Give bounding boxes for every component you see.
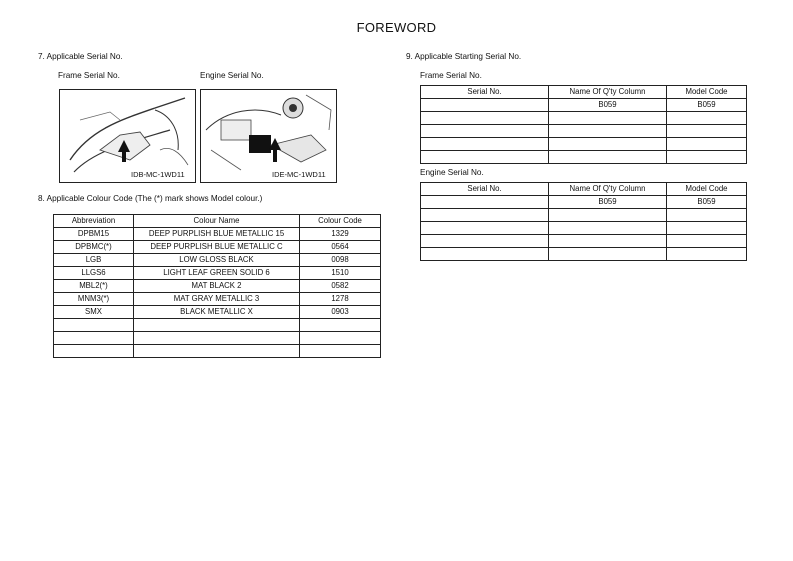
section7-heading: 7. Applicable Serial No. [38, 52, 123, 61]
qty-column-cell [549, 138, 667, 151]
serial-no-cell [421, 99, 549, 112]
model-code-cell [667, 235, 747, 248]
colour-code-cell: 0582 [300, 280, 381, 293]
colour-code-cell: 1329 [300, 228, 381, 241]
model-code-cell: B059 [667, 196, 747, 209]
abbreviation-cell: MNM3(*) [54, 293, 134, 306]
frame-image-caption: IDB-MC-1WD11 [131, 170, 185, 179]
serial-no-cell [421, 248, 549, 261]
column-header: Abbreviation [54, 215, 134, 228]
section8-heading: 8. Applicable Colour Code (The (*) mark shows Model colour.) [38, 194, 263, 203]
colour-code-cell: 0564 [300, 241, 381, 254]
table-row [54, 293, 381, 306]
abbreviation-cell: DPBMC(*) [54, 241, 134, 254]
abbreviation-cell: LGB [54, 254, 134, 267]
qty-column-cell [549, 222, 667, 235]
colour-code-cell: 1510 [300, 267, 381, 280]
table-header-row [54, 215, 381, 228]
motorcycle-frame-drawing [60, 90, 195, 182]
table-row [54, 241, 381, 254]
serial-no-cell [421, 209, 549, 222]
table-row [421, 138, 747, 151]
table-row [54, 345, 381, 358]
table-header-row [421, 86, 747, 99]
serial-no-cell [421, 196, 549, 209]
abbreviation-cell: MBL2(*) [54, 280, 134, 293]
colour-code-cell: 1278 [300, 293, 381, 306]
colour-name-cell [134, 345, 300, 358]
column-header: Serial No. [421, 86, 549, 99]
abbreviation-cell: DPBM15 [54, 228, 134, 241]
model-code-cell [667, 112, 747, 125]
abbreviation-cell [54, 345, 134, 358]
abbreviation-cell: LLGS6 [54, 267, 134, 280]
table-row [54, 332, 381, 345]
engine-drawing [201, 90, 336, 182]
engine-starting-serial-label: Engine Serial No. [420, 168, 484, 177]
frame-starting-serial-label: Frame Serial No. [420, 71, 482, 80]
model-code-cell [667, 248, 747, 261]
colour-name-cell: MAT GRAY METALLIC 3 [134, 293, 300, 306]
table-row [421, 125, 747, 138]
table-row [54, 319, 381, 332]
table-row [421, 112, 747, 125]
table-row [421, 248, 747, 261]
column-header: Name Of Q'ty Column [549, 86, 667, 99]
section9-heading: 9. Applicable Starting Serial No. [406, 52, 522, 61]
frame-serial-table [420, 85, 747, 164]
frame-serial-label: Frame Serial No. [58, 71, 120, 80]
colour-code-cell [300, 345, 381, 358]
serial-no-cell [421, 222, 549, 235]
colour-name-cell [134, 332, 300, 345]
model-code-cell [667, 151, 747, 164]
model-code-cell: B059 [667, 99, 747, 112]
serial-no-cell [421, 138, 549, 151]
colour-name-cell: LOW GLOSS BLACK [134, 254, 300, 267]
abbreviation-cell [54, 319, 134, 332]
colour-code-cell: 0098 [300, 254, 381, 267]
colour-name-cell [134, 319, 300, 332]
engine-image-caption: IDE-MC-1WD11 [272, 170, 326, 179]
colour-name-cell: DEEP PURPLISH BLUE METALLIC C [134, 241, 300, 254]
engine-serial-label: Engine Serial No. [200, 71, 264, 80]
qty-column-cell [549, 235, 667, 248]
table-row [54, 280, 381, 293]
engine-serial-illustration [200, 89, 337, 183]
table-row [421, 209, 747, 222]
column-header: Model Code [667, 183, 747, 196]
table-row [54, 254, 381, 267]
colour-name-cell: DEEP PURPLISH BLUE METALLIC 15 [134, 228, 300, 241]
table-row [54, 228, 381, 241]
abbreviation-cell: SMX [54, 306, 134, 319]
column-header: Colour Name [134, 215, 300, 228]
table-row [421, 99, 747, 112]
column-header: Serial No. [421, 183, 549, 196]
colour-name-cell: MAT BLACK 2 [134, 280, 300, 293]
serial-no-cell [421, 151, 549, 164]
table-row [421, 235, 747, 248]
qty-column-cell [549, 248, 667, 261]
engine-serial-table [420, 182, 747, 261]
colour-name-cell: BLACK METALLIC X [134, 306, 300, 319]
model-code-cell [667, 125, 747, 138]
qty-column-cell [549, 112, 667, 125]
colour-name-cell: LIGHT LEAF GREEN SOLID 6 [134, 267, 300, 280]
colour-code-cell [300, 332, 381, 345]
qty-column-cell: B059 [549, 196, 667, 209]
abbreviation-cell [54, 332, 134, 345]
colour-code-cell [300, 319, 381, 332]
serial-no-cell [421, 125, 549, 138]
table-row [421, 151, 747, 164]
colour-code-cell: 0903 [300, 306, 381, 319]
column-header: Name Of Q'ty Column [549, 183, 667, 196]
frame-serial-illustration [59, 89, 196, 183]
column-header: Colour Code [300, 215, 381, 228]
qty-column-cell [549, 125, 667, 138]
model-code-cell [667, 138, 747, 151]
serial-no-cell [421, 112, 549, 125]
table-row [54, 267, 381, 280]
qty-column-cell: B059 [549, 99, 667, 112]
qty-column-cell [549, 209, 667, 222]
table-row [421, 222, 747, 235]
page-title: FOREWORD [356, 20, 437, 35]
table-header-row [421, 183, 747, 196]
table-row [54, 306, 381, 319]
table-row [421, 196, 747, 209]
column-header: Model Code [667, 86, 747, 99]
serial-no-cell [421, 235, 549, 248]
qty-column-cell [549, 151, 667, 164]
model-code-cell [667, 209, 747, 222]
colour-code-table [53, 214, 381, 358]
model-code-cell [667, 222, 747, 235]
